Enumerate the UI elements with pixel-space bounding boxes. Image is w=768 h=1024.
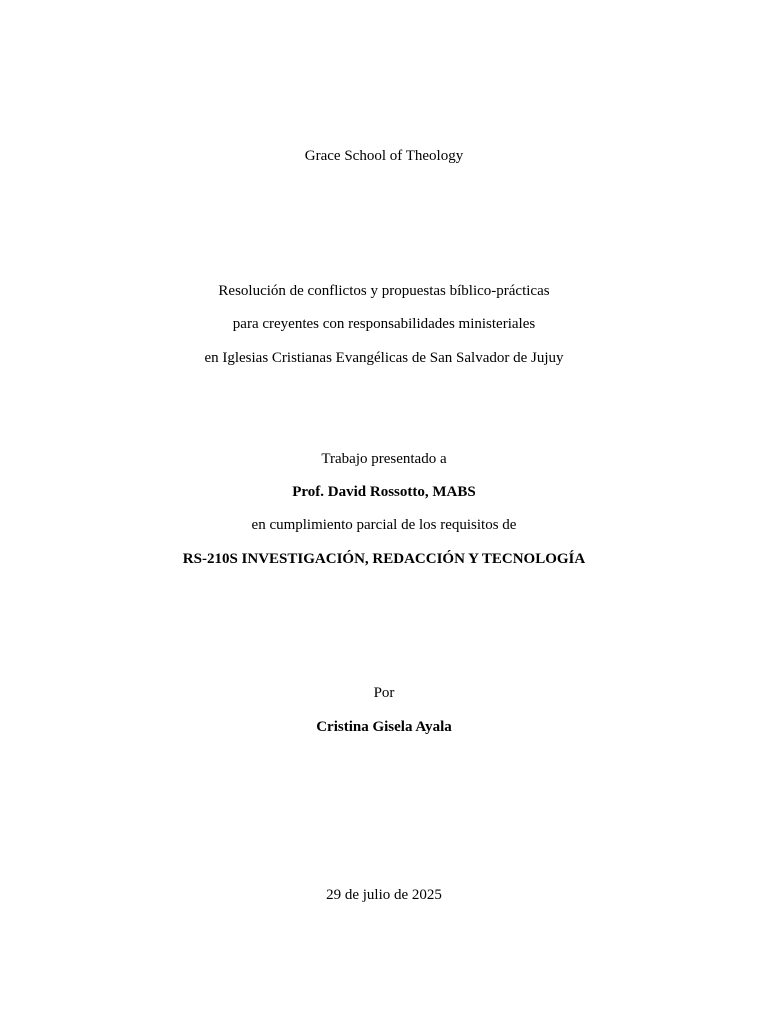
document-date: 29 de julio de 2025: [326, 887, 442, 903]
course-name: RS-210S INVESTIGACIÓN, REDACCIÓN Y TECNOLOGÍA: [182, 551, 586, 567]
title-line-3: en Iglesias Cristianas Evangélicas de San Salvador de Jujuy: [204, 350, 564, 366]
requirement-text: en cumplimiento parcial de los requisitos de: [251, 517, 517, 533]
presentation-intro: Trabajo presentado a: [321, 451, 447, 467]
institution-name: Grace School of Theology: [304, 148, 464, 164]
title-line-2: para creyentes con responsabilidades ministeriales: [232, 316, 536, 332]
title-line-1: Resolución de conflictos y propuestas bíblico-prácticas: [218, 283, 550, 299]
author-name: Cristina Gisela Ayala: [316, 719, 452, 735]
professor-name: Prof. David Rossotto, MABS: [292, 484, 476, 500]
author-prefix: Por: [373, 685, 395, 701]
